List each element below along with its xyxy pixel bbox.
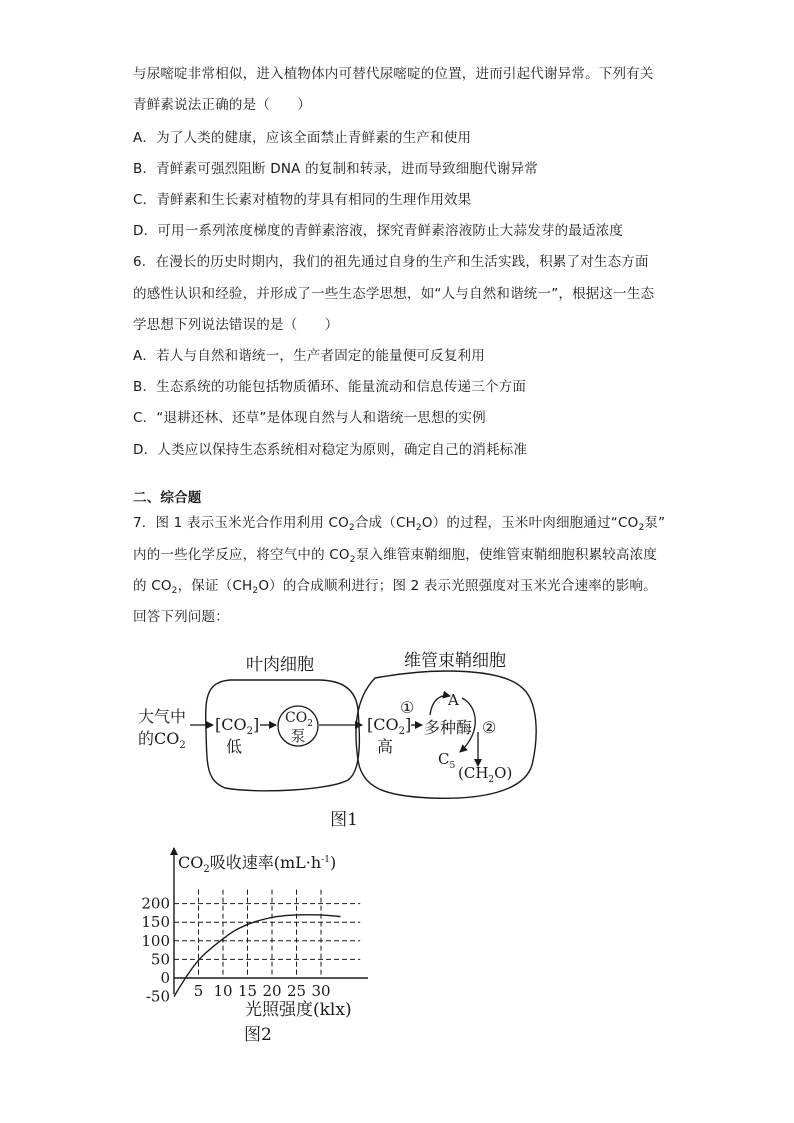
figure-1 (0, 640, 794, 840)
q7-l2-a: 内的一些化学反应，将空气中的 CO (133, 547, 350, 563)
q7-l1-a: 7．图 1 表示玉米光合作用利用 CO (133, 515, 349, 531)
mesophyll-cell-label: 叶肉细胞 (246, 655, 314, 675)
ch2o-open: (CH (458, 764, 489, 782)
ylabel-end: ) (329, 853, 337, 872)
ylabel-co2: CO (178, 853, 204, 872)
ylabel-text: 吸收速率(mL·h (209, 853, 322, 872)
step-1-marker: ① (400, 698, 415, 717)
co2-high-close: ] (404, 715, 412, 734)
air-co2-label-line2 (138, 729, 186, 751)
q6-option-c: C．“退耕还林、还草”是体现自然与人和谐统一思想的实例 (133, 410, 486, 426)
x-tick-label-1: 10 (213, 982, 233, 1000)
q7-stem-line3 (133, 577, 657, 595)
x-tick-label-0: 5 (193, 982, 204, 1000)
ch2o-close: O) (494, 764, 513, 782)
co2-low-bracket: [CO (215, 715, 247, 734)
q5-stem-line1: 与尿嘧啶非常相似，进入植物体内可替代尿嘧啶的位置，进而引起代谢异常。下列有关 (133, 66, 654, 82)
y-axis-label (178, 853, 336, 875)
q7-l1-b: 合成（CH (354, 515, 416, 531)
q5-option-a: A．为了人类的健康，应该全面禁止青鲜素的生产和使用 (133, 130, 472, 146)
co2-pump-label-bottom: 泵 (290, 727, 306, 745)
q7-stem-line4: 回答下列问题： (133, 609, 229, 625)
co2-low-sub: 2 (246, 726, 253, 737)
q7-l2-sub: 2 (349, 555, 356, 565)
pump-co2-sub: 2 (307, 719, 313, 729)
y-tick-label-5: -50 (145, 987, 170, 1006)
y-tick-label-2: 100 (141, 931, 170, 950)
q6-option-d: D．人类应以保持生态系统相对稳定为原则，确定自己的消耗标准 (133, 442, 528, 458)
bundle-sheath-cell-label: 维管束鞘细胞 (404, 651, 506, 671)
q6-stem-line2: 的感性认识和经验，并形成了一些生态学思想，如“人与自然和谐统一”，根据这一生态 (133, 286, 655, 302)
co2-high-sub: 2 (398, 726, 405, 737)
c5-text: C (438, 750, 450, 768)
co2-high-bracket: [CO (367, 715, 399, 734)
enzymes-label: 多种酶 (424, 718, 473, 737)
q7-l3-b: ，保证（CH (177, 578, 253, 594)
figure-2-caption: 图2 (244, 1025, 272, 1045)
low-label: 低 (226, 737, 243, 756)
q7-l1-c: O）的过程，玉米叶肉细胞通过“CO (421, 515, 639, 531)
label-a: A (448, 691, 459, 709)
pump-co2: CO (285, 710, 308, 726)
air-co2-label-line1: 大气中 (138, 707, 187, 726)
x-tick-label-3: 20 (262, 982, 282, 1000)
chart-grid (174, 890, 360, 978)
step-2-marker: ② (482, 718, 497, 737)
q5-option-c: C．青鲜素和生长素对植物的芽具有相同的生理作用效果 (133, 192, 472, 208)
air-co2-sub: 2 (179, 740, 186, 751)
c5-sub: 5 (449, 761, 456, 771)
q6-stem-line3: 学思想下列说法错误的是（ ） (133, 317, 339, 333)
ylabel-sup: -1 (321, 855, 330, 865)
q7-l3-a: 的 CO (133, 578, 172, 594)
figure-2-chart (0, 840, 794, 1060)
q7-stem-line2 (133, 546, 657, 564)
cycle-arrow-c5-to-a (430, 696, 450, 715)
q7-l3-c: O）的合成顺利进行；图 2 表示光照强度对玉米光合速率的影响。 (258, 578, 657, 594)
y-tick-label-0: 200 (141, 894, 170, 913)
c5-label (438, 750, 455, 771)
q6-option-a: A．若人与自然和谐统一，生产者固定的能量便可反复利用 (133, 348, 485, 364)
y-tick-labels (141, 895, 170, 1006)
y-tick-label-1: 150 (141, 913, 170, 932)
ylabel-sub: 2 (203, 864, 210, 875)
section-heading: 二、综合题 (133, 490, 202, 506)
q5-option-d: D．可用一系列浓度梯度的青鲜素溶液，探究青鲜素溶液防止大蒜发芽的最适浓度 (133, 223, 624, 239)
co2-high-label (367, 715, 411, 737)
q7-l1-sub3: 2 (638, 523, 645, 533)
q6-stem-line1: 6．在漫长的历史时期内，我们的祖先通过自身的生产和生活实践，积累了对生态方面 (133, 254, 649, 270)
x-tick-label-4: 25 (286, 982, 307, 1000)
q7-l2-b: 泵入维管束鞘细胞，使维管束鞘细胞积累较高浓度 (355, 547, 658, 563)
q6-option-b: B．生态系统的功能包括物质循环、能量流动和信息传递三个方面 (133, 379, 527, 395)
q7-l1-d: 泵” (644, 515, 666, 531)
high-label: 高 (377, 737, 394, 756)
x-tick-label-5: 30 (311, 982, 331, 1000)
q5-option-b: B．青鲜素可强烈阻断 DNA 的复制和转录，进而导致细胞代谢异常 (133, 161, 538, 177)
q7-stem-line1 (133, 514, 665, 532)
co2-low-close: ] (252, 715, 260, 734)
figure-1-caption: 图1 (330, 810, 358, 830)
x-axis-label: 光照强度(klx) (245, 1000, 352, 1020)
ch2o-sub: 2 (488, 775, 495, 785)
ch2o-label (458, 764, 512, 785)
q7-l1-sub2: 2 (415, 523, 422, 533)
q7-l3-sub: 2 (171, 586, 178, 596)
mesophyll-cell-outline (206, 680, 360, 791)
x-tick-labels (194, 982, 331, 1000)
x-tick-label-2: 15 (237, 982, 258, 1000)
y-tick-label-3: 50 (150, 950, 170, 969)
co2-low-label (215, 715, 259, 737)
q5-stem-line2: 青鲜素说法正确的是（ ） (133, 97, 312, 113)
q7-l3-sub2: 2 (252, 586, 259, 596)
y-tick-label-4: 0 (160, 969, 170, 987)
q7-l1-sub: 2 (348, 523, 355, 533)
air-co2-text: 的CO (138, 729, 180, 748)
